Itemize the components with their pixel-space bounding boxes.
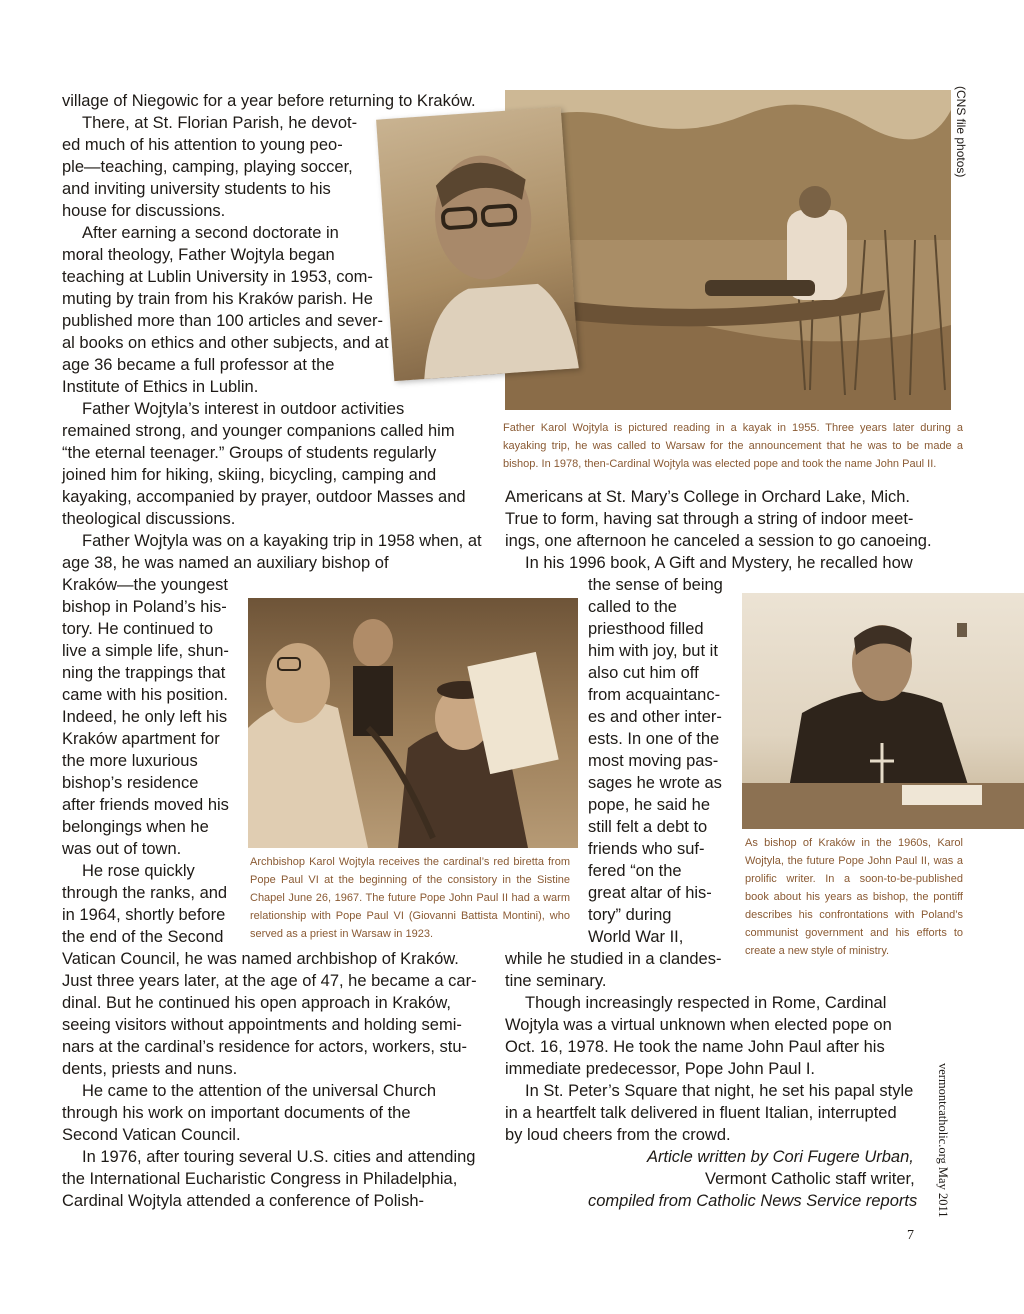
article-line: Oct. 16, 1978. He took the name John Paul after his [505, 1038, 885, 1056]
article-line: al books on ethics and other subjects, and at [62, 334, 389, 352]
article-line: the more luxurious [62, 752, 198, 770]
article-line: seeing visitors without appointments and holding semi- [62, 1016, 462, 1034]
article-line: dents, priests and nuns. [62, 1060, 238, 1078]
article-line: the International Eucharistic Congress in Philadelphia, [62, 1170, 458, 1188]
article-line: ings, one afternoon he canceled a session to go canoeing. [505, 532, 932, 550]
article-line: the sense of being [588, 576, 723, 594]
article-line: through the ranks, and [62, 884, 228, 902]
article-line: village of Niegowic for a year before returning to Kraków. [62, 92, 476, 110]
article-line: He came to the attention of the universal Church [82, 1082, 437, 1100]
article-line: Kraków—the youngest [62, 576, 229, 594]
portrait-photo [376, 107, 579, 381]
article-line: tory. He continued to [62, 620, 214, 638]
article-line: Americans at St. Mary’s College in Orchard Lake, Mich. [505, 488, 911, 506]
article-line: dinal. But he continued his open approach in Kraków, [62, 994, 451, 1012]
article-line: from acquaintanc- [588, 686, 721, 704]
article-line: Cardinal Wojtyla attended a conference of Polish- [62, 1192, 424, 1210]
article-line: age 36 became a full professor at the [62, 356, 335, 374]
folio-line: vermontcatholic.org May 2011 [936, 1063, 950, 1218]
article-line: while he studied in a clandes- [505, 950, 722, 968]
article-line: and inviting university students to his [62, 180, 331, 198]
article-line: joined him for hiking, skiing, bicycling, camping and [62, 466, 437, 484]
article-line: muting by train from his Kraków parish. He [62, 290, 373, 308]
article-line: tory” during [588, 906, 672, 924]
article-line: In St. Peter’s Square that night, he set his papal style [525, 1082, 914, 1100]
article-line: Father Wojtyla’s interest in outdoor activities [82, 400, 405, 418]
kayak-photo-caption: Father Karol Wojtyla is pictured reading in a kayak in 1955. Three years later during a kayaking trip, he was called to Warsaw for the announcement that he was to be made a bishop. In 1978, then-Cardinal Wojtyla was elected pope and took the name John Paul II. [503, 422, 963, 470]
article-line: World War II, [588, 928, 684, 946]
page-number: 7 [907, 1228, 914, 1243]
article-line: immediate predecessor, Pope John Paul I. [505, 1060, 816, 1078]
article-line: theological discussions. [62, 510, 236, 528]
article-line: kayaking, accompanied by prayer, outdoor Masses and [62, 488, 466, 506]
article-line: Vatican Council, he was named archbishop of Kraków. [62, 950, 459, 968]
article-line: great altar of his- [588, 884, 712, 902]
article-line: There, at St. Florian Parish, he devot- [82, 114, 358, 132]
byline: Vermont Catholic staff writer, [705, 1170, 915, 1188]
article-line: ed much of his attention to young peo- [62, 136, 343, 154]
article-line: in 1964, shortly before [62, 906, 226, 924]
article-line: “the eternal teenager.” Groups of students regularly [62, 444, 437, 462]
article-line: fered “on the [588, 862, 682, 880]
article-line: teaching at Lublin University in 1953, com- [62, 268, 373, 286]
article-line: Wojtyla was a virtual unknown when elected pope on [505, 1016, 892, 1034]
byline: Article written by Cori Fugere Urban, [647, 1148, 914, 1166]
article-line: in a heartfelt talk delivered in fluent Italian, interrupted [505, 1104, 897, 1122]
article-line: Just three years later, at the age of 47, he became a car- [62, 972, 477, 990]
article-line: Though increasingly respected in Rome, Cardinal [525, 994, 887, 1012]
article-line: most moving pas- [588, 752, 719, 770]
article-line: priesthood filled [588, 620, 704, 638]
article-line: Second Vatican Council. [62, 1126, 241, 1144]
byline: compiled from Catholic News Service reports [588, 1192, 918, 1210]
article-line: ning the trappings that [62, 664, 226, 682]
photo-credit: (CNS file photos) [954, 86, 968, 178]
article-line: He rose quickly [82, 862, 195, 880]
article-line: bishop in Poland’s his- [62, 598, 227, 616]
article-line: After earning a second doctorate in [82, 224, 339, 242]
article-line: house for discussions. [62, 202, 226, 220]
article-line: Indeed, he only left his [62, 708, 228, 726]
article-line: bishop’s residence [62, 774, 199, 792]
article-line: ests. In one of the [588, 730, 720, 748]
article-line: by loud cheers from the crowd. [505, 1126, 731, 1144]
writing-photo-caption: As bishop of Kraków in the 1960s, Karol Wojtyla, the future Pope John Paul II, was a prolific writer. In a soon-to-be-published book about his years as bishop, the pontiff describes his confrontations with Poland’s communist government and his efforts to create a new style of ministry. [745, 837, 963, 957]
article-line: sages he wrote as [588, 774, 722, 792]
article-line: belongings when he [62, 818, 209, 836]
article-line: live a simple life, shun- [62, 642, 229, 660]
biretta-photo-caption: Archbishop Karol Wojtyla receives the cardinal’s red biretta from Pope Paul VI at the beginning of the consistory in the Sistine Chapel June 26, 1967. The future Pope John Paul II had a warm relationship with Pope Paul VI (Giovanni Battista Montini), who served as a priest in Warsaw in 1923. [250, 856, 570, 940]
article-line: also cut him off [588, 664, 699, 682]
article-line: moral theology, Father Wojtyla began [62, 246, 335, 264]
article-line: through his work on important documents of the [62, 1104, 411, 1122]
article-line: called to the [588, 598, 677, 616]
article-line: age 38, he was named an auxiliary bishop of [62, 554, 389, 572]
article-line: him with joy, but it [588, 642, 718, 660]
article-line: the end of the Second [62, 928, 224, 946]
article-line: nars at the cardinal’s residence for actors, workers, stu- [62, 1038, 468, 1056]
article-line: remained strong, and younger companions called him [62, 422, 455, 440]
article-line: Institute of Ethics in Lublin. [62, 378, 259, 396]
article-line: published more than 100 articles and sever- [62, 312, 384, 330]
article-line: ple—teaching, camping, playing soccer, [62, 158, 353, 176]
biretta-photo [248, 598, 578, 848]
article-line: Kraków apartment for [62, 730, 220, 748]
article-line: came with his position. [62, 686, 228, 704]
article-line: es and other inter- [588, 708, 722, 726]
article-line: In his 1996 book, A Gift and Mystery, he recalled how [525, 554, 913, 572]
article-line: True to form, having sat through a string of indoor meet- [505, 510, 914, 528]
article-line: In 1976, after touring several U.S. cities and attending [82, 1148, 476, 1166]
writing-photo [742, 593, 1024, 829]
article-line: tine seminary. [505, 972, 607, 990]
article-line: was out of town. [62, 840, 182, 858]
article-line: Father Wojtyla was on a kayaking trip in 1958 when, at [82, 532, 482, 550]
article-line: pope, he said he [588, 796, 711, 814]
article-line: after friends moved his [62, 796, 229, 814]
article-line: friends who suf- [588, 840, 705, 858]
article-line: still felt a debt to [588, 818, 708, 836]
